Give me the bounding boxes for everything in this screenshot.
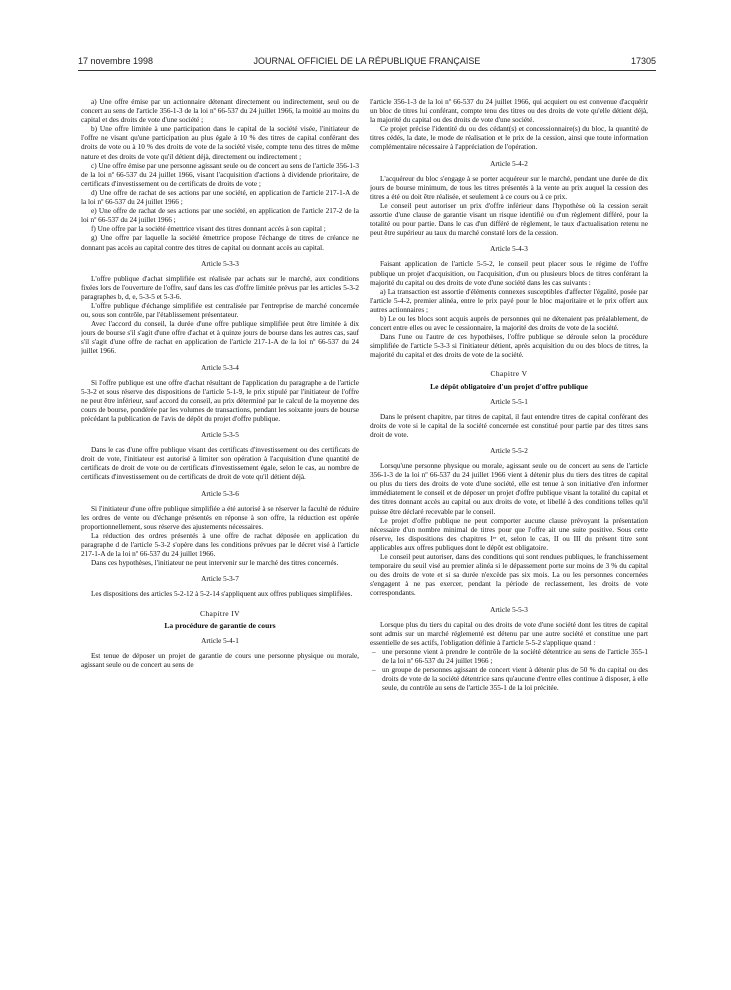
paragraph: Lorsque plus du tiers du capital ou des droits de vote d'une société dont les titres de capital sont admis sur un marché réglementé est détenu par une autre société et constitue une part essentielle de ses actifs, l'obligation définie à l'article 5-5-2 s'applique quand : bbox=[370, 620, 648, 647]
chapter-heading: Chapitre V bbox=[490, 369, 528, 379]
paragraph: d) Une offre de rachat de ses actions par une société, en application de l'article 217-1-A de la loi nº 66-537 du 24 juillet 1966 ; bbox=[81, 188, 359, 207]
article-heading: Article 5-3-4 bbox=[201, 363, 239, 372]
header-date: 17 novembre 1998 bbox=[78, 56, 154, 66]
paragraph: a) Une offre émise par un actionnaire détenant directement ou indirectement, seul ou de concert au sens de l'article 356-1-3 de la loi nº 66-537 du 24 juillet 1966, la moitié au moins du capital et des droits de vote d'une société ; bbox=[81, 98, 359, 125]
paragraph: Est tenue de déposer un projet de garantie de cours une personne physique ou morale, agissant seule ou de concert au sens de bbox=[81, 651, 359, 669]
paragraph: Si l'offre publique est une offre d'achat résultant de l'application du paragraphe a de l'article 5-3-2 et sous réserve des dispositions de l'article 5-1-9, le prix stipulé par l'initiateur de l'offre ne peut être inférieur, sauf accord du conseil, au prix déterminé par le calcul de la moyenne des cours de bourse, pondérée par les volumes de transactions, pendant les soixante jours de bourse précédant la publication de l'avis de dépôt du projet d'offre publique. bbox=[81, 378, 359, 423]
paragraph: Le projet d'offre publique ne peut comporter aucune clause prévoyant la présentation nécessaire d'un nombre minimal de titres pour que l'offre ait une suite positive. Sous cette réserve, les dispositions des chapitres Iᵉʳ et, selon le cas, II ou III du présent titre sont applicables aux offres publiques dont le dépôt est obligatoire. bbox=[370, 516, 648, 552]
paragraph: f) Une offre par la société émettrice visant des titres donnant accès à son capital ; bbox=[91, 225, 326, 234]
article-heading: Article 5-3-6 bbox=[201, 489, 239, 498]
paragraph: Les dispositions des articles 5-2-12 à 5-2-14 s'appliquent aux offres publiques simplifiées. bbox=[91, 590, 353, 599]
chapter-title: Le dépôt obligatoire d'un projet d'offre publique bbox=[430, 381, 588, 391]
paragraph: Le conseil peut autoriser, dans des conditions qui sont rendues publiques, le franchissement temporaire du seuil visé au premier alinéa si le dépassement porte sur moins de 3 % du capital ou des droits de vote et si sa durée n'excède pas six mois. La ou les personnes concernées s'engagent à ne pas exercer, pendant la période de reclassement, les droits de vote correspondants. bbox=[370, 553, 648, 598]
paragraph: Si l'initiateur d'une offre publique simplifiée a été autorisé à se réserver la faculté de réduire les ordres de vente ou d'échange présentés en réponse à son offre, la réduction est opérée proportionnellement, sous réserve des ajustements nécessaires. bbox=[81, 504, 359, 531]
article-heading: Article 5-3-7 bbox=[201, 575, 239, 584]
paragraph: a) La transaction est assortie d'éléments connexes susceptibles d'affecter l'égalité, posée par l'article 5-4-2, premier alinéa, entre le prix payé pour le bloc majoritaire et le prix offert aux autres actionnaires ; bbox=[370, 287, 648, 314]
paragraph: g) Une offre par laquelle la société émettrice propose l'échange de titres de créance ne donnant pas accès au capital contre des titres de capital ou donnant accès au capital. bbox=[81, 234, 359, 252]
article-heading: Article 5-3-3 bbox=[201, 259, 239, 268]
article-heading: Article 5-4-3 bbox=[490, 245, 528, 254]
paragraph: Faisant application de l'article 5-5-2, le conseil peut placer sous le régime de l'offre publique un projet d'acquisition, ou l'acquisition, d'un ou plusieurs blocs de titres conférant la majorité du capital ou des droits de vote d'une société dans les cas suivants : bbox=[370, 260, 648, 287]
bullet-list bbox=[370, 648, 648, 693]
paragraph: Ce projet précise l'identité du ou des cédant(s) et concessionnaire(s) du bloc, la quantité de titres cédés, la date, le mode de réalisation et le prix de la cession, ainsi que toute information complémentaire nécessaire à l'appréciation de l'opération. bbox=[370, 125, 648, 152]
article-heading: Article 5-4-1 bbox=[201, 636, 239, 645]
paragraph: Le conseil peut autoriser un prix d'offre inférieur dans l'hypothèse où la cession serait assortie d'une clause de garantie visant un risque identifié ou d'un règlement différé, pour la totalité ou pour partie. Dans le cas d'un différé de règlement, le taux d'actualisation retenu ne peut être supérieur au taux du marché constaté lors de la cession. bbox=[370, 201, 648, 238]
right-column bbox=[370, 98, 648, 958]
paragraph: Dans l'une ou l'autre de ces hypothèses, l'offre publique se déroule selon la procédure simplifiée de l'article 5-3-3 si l'initiateur détient, après acquisition du ou des blocs de titres, la majorité du capital et des droits de vote de la société. bbox=[370, 333, 648, 360]
paragraph: L'acquéreur du bloc s'engage à se porter acquéreur sur le marché, pendant une durée de dix jours de bourse minimum, de tous les titres présentés à la vente au prix auquel la cession des titres a été ou doit être réalisée, et seulement à ce cours ou à ce prix. bbox=[370, 174, 648, 201]
article-heading: Article 5-5-1 bbox=[490, 397, 528, 406]
paragraph: Dans ces hypothèses, l'initiateur ne peut intervenir sur le marché des titres concernés. bbox=[91, 559, 339, 568]
article-heading: Article 5-3-5 bbox=[201, 431, 239, 440]
article-heading: Article 5-5-2 bbox=[490, 447, 528, 455]
header-journal-title: JOURNAL OFFICIEL DE LA RÉPUBLIQUE FRANÇAISE bbox=[253, 56, 481, 66]
paragraph: L'offre publique d'échange simplifiée est centralisée par l'entreprise de marché concernée ou, sous son contrôle, par l'établissement présentateur. bbox=[81, 301, 359, 320]
paragraph: c) Une offre émise par une personne agissant seule ou de concert au sens de l'article 356-1-3 de la loi nº 66-537 du 24 juillet 1966, visant l'acquisition d'actions à dividende prioritaire, de certificats d'investissement ou de certificats de droits de vote ; bbox=[81, 161, 359, 188]
paragraph: Avec l'accord du conseil, la durée d'une offre publique simplifiée peut être limitée à dix jours de bourse s'il s'agit d'une offre d'achat et à quinze jours de bourse dans les autres cas, sauf s'il s'agit d'une offre de rachat en application de l'article 217-1-A de la loi nº 66-537 du 24 juillet 1966. bbox=[81, 320, 359, 356]
header-page-number: 17305 bbox=[630, 56, 656, 66]
article-heading: Article 5-4-2 bbox=[490, 159, 528, 168]
list-item: – une personne vient à prendre le contrôle de la société détentrice au sens de l'article 355-1 de la loi nº 66-537 du 24 juillet 1966 ; bbox=[370, 648, 648, 666]
paragraph: b) Une offre limitée à une participation dans le capital de la société visée, l'initiateur de l'offre ne visant qu'une participation au plus égale à 10 % des titres de capital conférant des droits de vote ou à 10 % des droits de vote de la société visée, compte tenu des titres de même nature et des droits de vote qu'il détient déjà, directement ou indirectement ; bbox=[81, 125, 359, 161]
header-rule bbox=[78, 70, 656, 71]
paragraph: b) Le ou les blocs sont acquis auprès de personnes qui ne détenaient pas préalablement, de concert entre elles ou avec le cessionnaire, la majorité des droits de vote de la société. bbox=[370, 314, 648, 333]
chapter-title: La procédure de garantie de cours bbox=[164, 620, 276, 630]
paragraph: Lorsqu'une personne physique ou morale, agissant seule ou de concert au sens de l'article 356-1-3 de la loi nº 66-537 du 24 juillet 1966 vient à détenir plus du tiers des titres de capital ou plus du tiers des droits de vote d'une société, elle est tenue à son initiative d'en informer immédiatement le conseil et de déposer un projet d'offre publique visant la totalité du capital et des titres donnant accès au capital ou aux droits de vote, et libellé à des conditions telles qu'il puisse être déclaré recevable par le conseil. bbox=[370, 462, 648, 516]
paragraph: La réduction des ordres présentés à une offre de rachat déposée en application du paragraphe d de l'article 5-3-2 s'opère dans les conditions prévues par le décret visé à l'article 217-1-A de la loi nº 66-537 du 24 juillet 1966. bbox=[81, 531, 359, 559]
chapter-heading: Chapitre IV bbox=[199, 608, 240, 618]
paragraph: l'article 356-1-3 de la loi nº 66-537 du 24 juillet 1966, qui acquiert ou est convenue d'acquérir un bloc de titres lui conférant, compte tenu des titres ou des droits de vote qu'elle détient déjà, la majorité du capital ou des droits de vote d'une société. bbox=[370, 98, 648, 125]
paragraph: Dans le présent chapitre, par titres de capital, il faut entendre titres de capital conférant des droits de vote si le capital de la société concernée est constitué pour partie par des titres sans droit de vote. bbox=[370, 412, 648, 439]
paragraph: L'offre publique d'achat simplifiée est réalisée par achats sur le marché, aux conditions fixées lors de l'ouverture de l'offre, sauf dans les cas d'offre limitée prévus par les articles 5-3-2 paragraphes b, d, e, 5-3-5 et 5-3-6. bbox=[81, 274, 359, 301]
paragraph: e) Une offre de rachat de ses actions par une société, en application de l'article 217-2 de la loi nº 66-537 du 24 juillet 1966 ; bbox=[81, 207, 359, 225]
left-column bbox=[81, 98, 359, 958]
list-item: – un groupe de personnes agissant de concert vient à détenir plus de 50 % du capital ou des droits de vote de la société détentrice sans qu'aucune d'entre elles continue à disposer, à elle seule, du contrôle au sens de l'article 355-1 de la loi précitée. bbox=[370, 666, 648, 693]
article-heading: Article 5-5-3 bbox=[490, 605, 528, 614]
paragraph: Dans le cas d'une offre publique visant des certificats d'investissement ou des certificats de droit de vote, l'initiateur est autorisé à limiter son opération à l'acquisition d'une quantité de certificats de droit de vote ou de certificats d'investissement égale, selon le cas, au nombre de certificats d'investissement ou de certificats de droit de vote qu'il détient déjà. bbox=[81, 446, 359, 482]
